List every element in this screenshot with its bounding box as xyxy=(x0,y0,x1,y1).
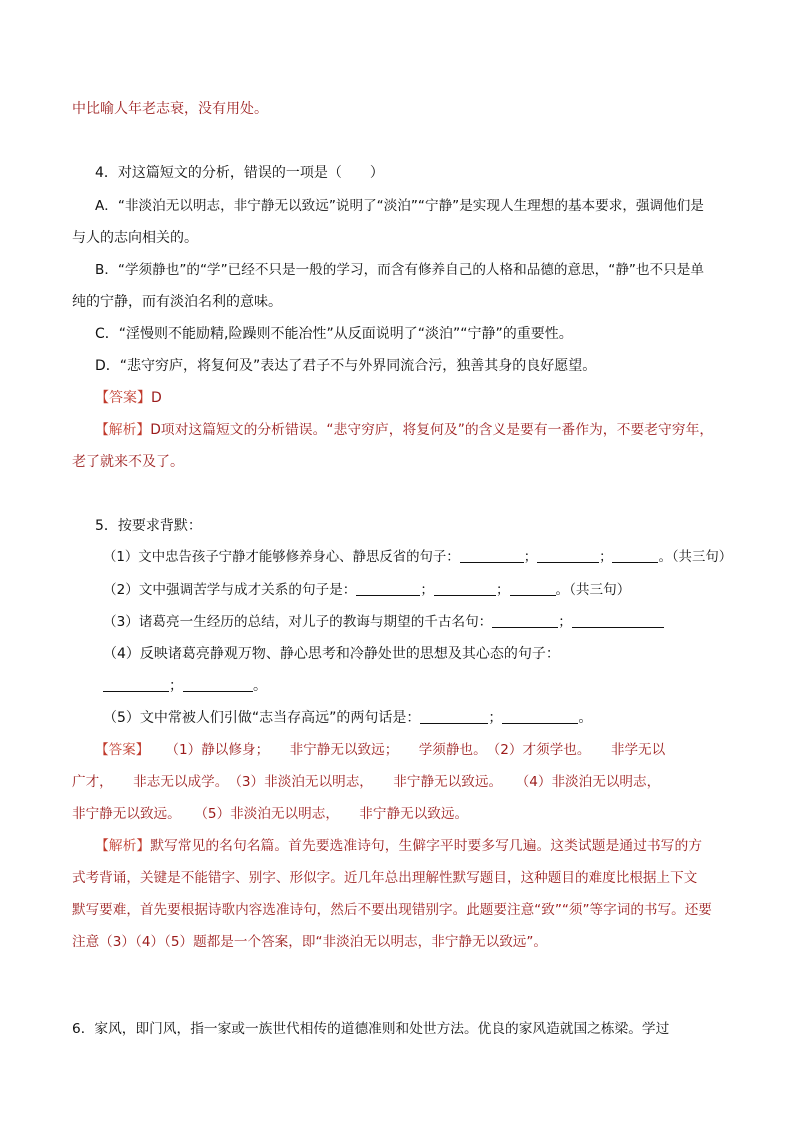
fill-blank[interactable] xyxy=(492,613,558,628)
fill-blank[interactable] xyxy=(356,581,420,596)
answer-tag: 【答案】 xyxy=(95,390,151,406)
period: 。 xyxy=(253,678,267,694)
q5-item-3-text: （3）诸葛亮一生经历的总结，对儿子的教诲与期望的千古名句： xyxy=(103,614,493,630)
fill-blank[interactable] xyxy=(434,581,496,596)
answer-text: （1）静以修身； 非宁静无以致远； 学须静也。 （2）才须学也。 非学无以 xyxy=(165,742,666,758)
q4-option-d: D．“悲守穷庐，将复何及”表达了君子不与外界同流合污，独善其身的良好愿望。 xyxy=(95,358,597,374)
q4-option-b-line2: 纯的宁静，而有淡泊名利的意味。 xyxy=(72,294,282,310)
q4-option-c: C．“淫慢则不能励精,险躁则不能冶性”从反面说明了“淡泊”“宁静”的重要性。 xyxy=(95,326,573,342)
analysis-text: 默写常见的名句名篇。首先要选准诗句，生僻字平时要多写几遍。这类试题是通过书写的方 xyxy=(150,838,703,854)
q4-option-a-line2: 与人的志向相关的。 xyxy=(72,230,198,246)
q4-option-b-line1: B．“学须静也”的“学”已经不只是一般的学习，而含有修养自己的人格和品德的意思，“静”也不只是单 xyxy=(95,262,704,278)
semicolon: ； xyxy=(420,582,434,598)
answer-tag: 【答案】 xyxy=(95,742,150,758)
q4-analysis-line1 xyxy=(95,420,713,440)
fill-blank[interactable] xyxy=(502,709,578,724)
fill-blank[interactable] xyxy=(510,581,556,596)
q4-analysis-line2: 老了就来不及了。 xyxy=(72,454,184,470)
q4-answer xyxy=(95,388,162,408)
q5-item-1-tail: （共三句） xyxy=(671,550,733,565)
semicolon: ； xyxy=(488,710,503,726)
semicolon: ； xyxy=(169,678,183,694)
q5-analysis-line4: 注意（3）（4）（5）题都是一个答案，即“非淡泊无以明志，非宁静无以致远”。 xyxy=(72,934,548,950)
q5-item-2 xyxy=(103,580,630,600)
fill-blank[interactable] xyxy=(183,677,253,692)
analysis-text: D项对这篇短文的分析错误。“悲守穷庐，将复何及”的含义是要有一番作为，不要老守穷年， xyxy=(150,422,714,438)
semicolon: ； xyxy=(599,550,613,565)
q5-item-1 xyxy=(103,548,732,568)
semicolon: ； xyxy=(523,550,538,565)
semicolon: ； xyxy=(558,614,572,630)
semicolon: ； xyxy=(495,582,510,598)
q5-item-4: （4）反映诸葛亮静观万物、静心思考和冷静处世的思想及其心态的句子： xyxy=(103,646,560,662)
q5-item-4-blanks xyxy=(103,676,267,696)
fill-blank[interactable] xyxy=(572,613,664,628)
q5-item-5 xyxy=(103,708,592,728)
fill-blank[interactable] xyxy=(420,709,488,724)
q4-stem: 4．对这篇短文的分析，错误的一项是（ ） xyxy=(95,165,384,181)
q6-stem: 6．家风，即门风，指一家或一族世代相传的道德准则和处世方法。优良的家风造就国之栋梁。学过 xyxy=(72,1021,670,1037)
q5-stem: 5．按要求背默： xyxy=(95,518,202,534)
q5-item-2-tail: （共三句） xyxy=(569,582,631,598)
period: 。 xyxy=(555,582,570,598)
previous-answer-line: 中比喻人年老志衰，没有用处。 xyxy=(72,101,268,117)
fill-blank[interactable] xyxy=(612,548,658,563)
period: 。 xyxy=(658,550,672,565)
period: 。 xyxy=(578,710,593,726)
q5-analysis-line1 xyxy=(95,836,702,856)
fill-blank[interactable] xyxy=(460,548,524,563)
q5-answer-line2: 广才， 非志无以成学。 （3）非淡泊无以明志， 非宁静无以致远。 （4）非淡泊无以明志， xyxy=(72,774,661,790)
q5-analysis-line3: 默写要难，首先要根据诗歌内容选准诗句，然后不要出现错别字。此题要注意“致”“须”等字词的书写。还要 xyxy=(72,902,712,918)
q5-answer-line3: 非宁静无以致远。 （5）非淡泊无以明志， 非宁静无以致远。 xyxy=(72,806,469,822)
q4-option-a-line1: A．“非淡泊无以明志，非宁静无以致远”说明了“淡泊”“宁静”是实现人生理想的基本要求，强调他们是 xyxy=(95,198,704,214)
analysis-tag: 【解析】 xyxy=(95,422,151,438)
q5-item-1-text: （1）文中忠告孩子宁静才能够修养身心、静思反省的句子： xyxy=(103,550,460,565)
analysis-tag: 【解析】 xyxy=(95,838,151,854)
q5-answer-line1 xyxy=(95,740,665,760)
q5-item-5-text: （5）文中常被人们引做“志当存高远”的两句话是： xyxy=(103,710,421,726)
answer-value: D xyxy=(151,390,162,406)
q5-item-2-text: （2）文中强调苦学与成才关系的句子是： xyxy=(103,582,357,598)
q5-item-3 xyxy=(103,612,664,632)
q5-analysis-line2: 式考背诵，关键是不能错字、别字、形似字。近几年总出理解性默写题目，这种题目的难度比根据上下文 xyxy=(72,870,698,886)
fill-blank[interactable] xyxy=(103,677,169,692)
fill-blank[interactable] xyxy=(537,548,599,563)
